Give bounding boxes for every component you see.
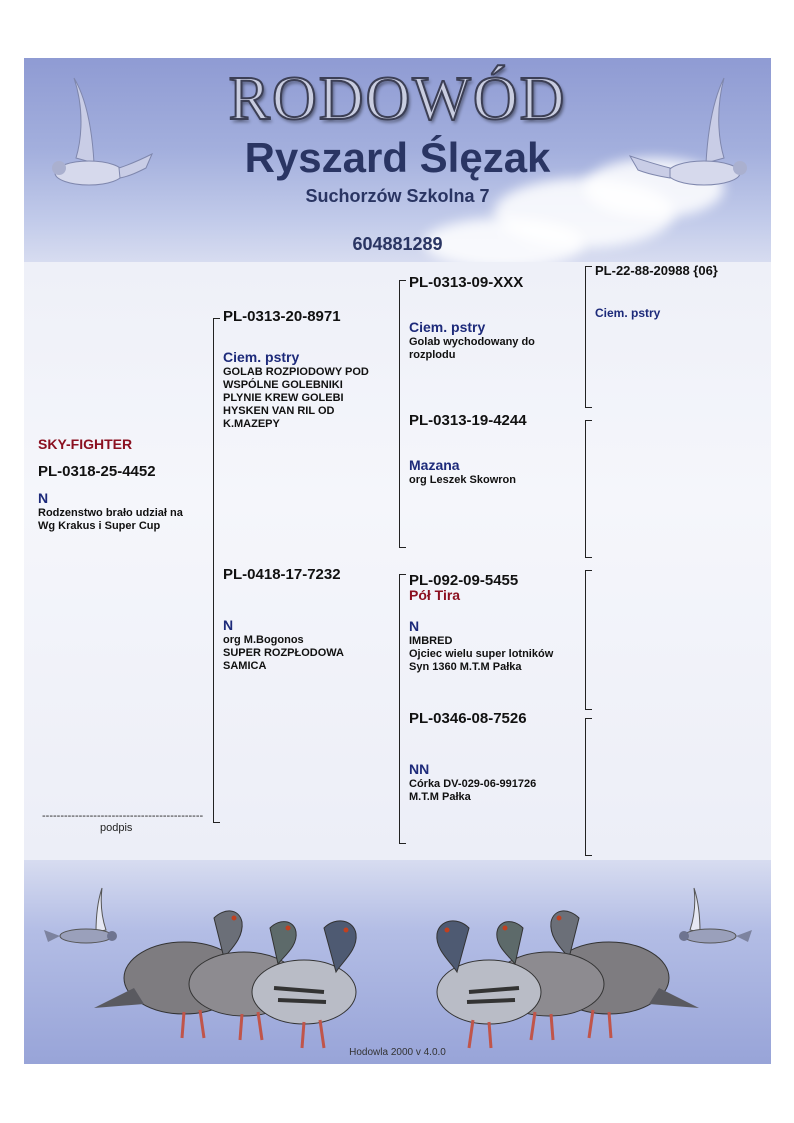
gen4-bracket [585,266,586,408]
owner-address: Suchorzów Szkolna 7 [305,186,490,206]
software-version: Hodowla 2000 v 4.0.0 [349,1047,446,1058]
owner-phone: 604881289 [352,234,443,254]
sire-dam-bird [409,414,584,487]
signature-line: -------------------------------------------- [42,810,204,822]
bracket-tick [213,318,220,319]
subject-bird [38,438,218,533]
ds-name: Pół Tira [409,587,461,603]
ss-colour: Ciem. pstry [409,319,486,335]
dam-notes: org M.Bogonos SUPER ROZPŁODOWA SAMICA [223,634,345,672]
parents-bracket [213,318,214,823]
bracket-tick [585,420,592,421]
pedigree-sheet [24,58,771,1064]
sd-notes: org Leszek Skowron [409,474,516,486]
sss-ring: PL-22-88-20988 {06} [595,263,718,278]
pigeons-left-group-icon [74,888,364,1058]
gen4-bracket [585,420,586,558]
dam-bird [223,568,393,673]
bracket-tick [585,266,592,267]
gen4-bracket [585,718,586,856]
bracket-tick [585,718,592,719]
bracket-tick [399,547,406,548]
ds-notes: IMBRED Ojciec wielu super lotników Syn 1360 M.T.M Pałka [409,635,554,673]
dam-parents-bracket [399,574,400,844]
sire-bird [223,310,393,431]
signature-label: podpis [100,822,133,834]
owner-name: Ryszard Ślęzak [244,134,551,181]
dam-sire-bird [409,574,589,674]
sire-colour: Ciem. pstry [223,349,300,365]
ds-ring: PL-092-09-5455 [409,572,519,589]
dd-colour: NN [409,761,430,777]
pedigree-tree [24,262,771,860]
ss-notes: Golab wychodowany do rozplodu [409,336,535,361]
sss-colour: Ciem. pstry [595,306,661,320]
sire-ring: PL-0313-20-8971 [223,308,341,325]
bracket-tick [585,570,592,571]
sire-parents-bracket [399,280,400,548]
bracket-tick [399,574,406,575]
sd-ring: PL-0313-19-4244 [409,412,527,429]
bracket-tick [399,280,406,281]
pigeons-right-group-icon [429,888,719,1058]
subject-name: SKY-FIGHTER [38,436,133,452]
bracket-tick [585,407,592,408]
subject-notes: Rodzenstwo brało udział na Wg Krakus i Super Cup [38,507,183,532]
bracket-tick [585,855,592,856]
footer-banner [24,860,771,1064]
header-banner [24,58,771,262]
dam-colour: N [223,617,234,633]
sire-sire-bird [409,276,584,362]
subject-colour: N [38,490,49,506]
gen4-bracket [585,570,586,710]
dam-dam-bird [409,712,589,804]
bracket-tick [399,843,406,844]
dam-ring: PL-0418-17-7232 [223,566,341,583]
dd-ring: PL-0346-08-7526 [409,710,527,727]
sire-notes: GOLAB ROZPIODOWY POD WSPÓLNE GOLEBNIKI PLYNIE KREW GOLEBI HYSKEN VAN RIL OD K.MAZEPY [223,366,369,430]
document-title: RODOWÓD [228,65,567,133]
dd-notes: Córka DV-029-06-991726 M.T.M Pałka [409,778,537,803]
ss-ring: PL-0313-09-XXX [409,274,524,291]
bracket-tick [585,557,592,558]
sire-sire-sire-bird [595,264,765,320]
bracket-tick [213,822,220,823]
bracket-tick [585,709,592,710]
sd-colour: Mazana [409,457,460,473]
subject-ring: PL-0318-25-4452 [38,463,156,480]
ds-colour: N [409,618,420,634]
